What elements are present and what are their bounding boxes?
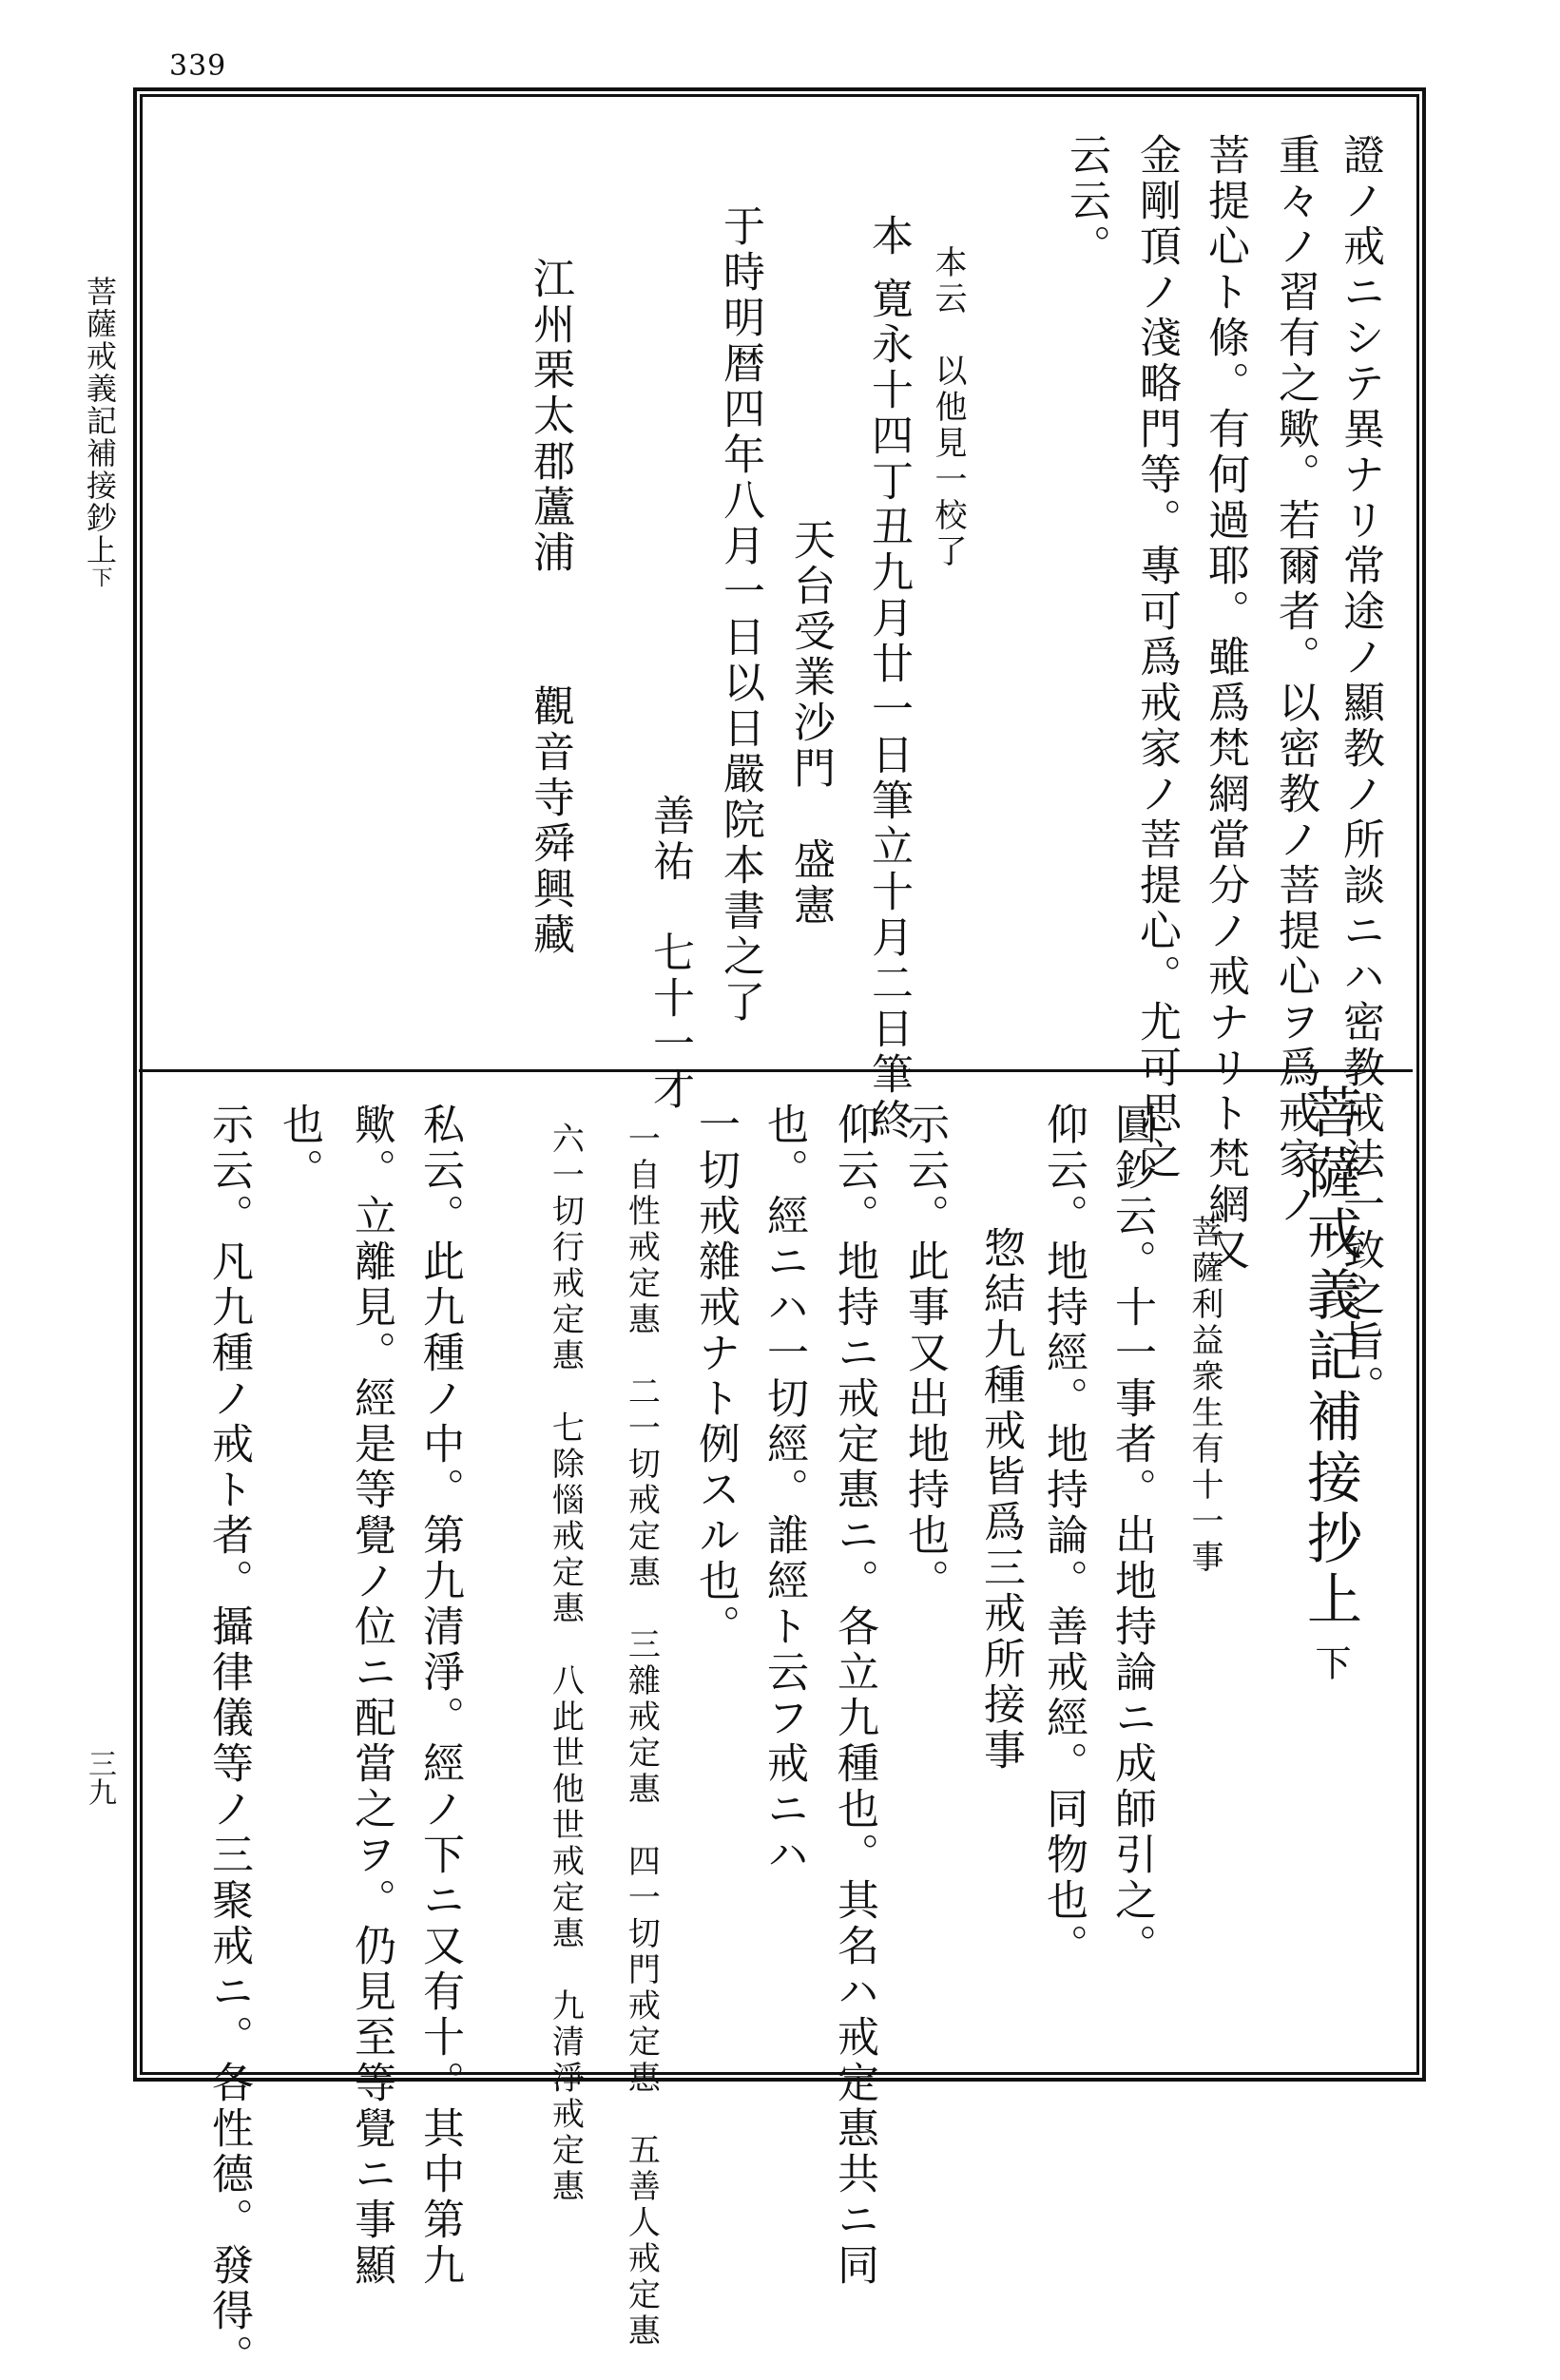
text-column: 也。經ニハ一切經。誰經ト云フ戒ニハ: [760, 1103, 808, 1878]
text-column: 私云。此九種ノ中。第九清淨。經ノ下ニ又有十。其中第九: [415, 1103, 464, 2289]
text-column: 仰云。地持ニ戒定惠ニ。各立九種也。其名ハ戒定惠共ニ同: [830, 1103, 878, 2289]
text-column: 一切戒雜戒ナト例スル也。: [691, 1103, 740, 1650]
text-column: 也。: [275, 1103, 323, 1194]
colophon-line: 本 寛永十四丁丑九月廿一日筆立十月二日筆終: [864, 214, 913, 1143]
text-column: 示云。凡九種ノ戒ト者。攝律儀等ノ三聚戒ニ。各性德。發得。: [204, 1103, 253, 2380]
text-column: 圓鈔云。十一事者。出地持論ニ成師引之。: [1107, 1103, 1156, 1969]
colophon-line: 本云 以他見一校了: [929, 245, 967, 570]
page-number: 339: [169, 49, 227, 83]
text-column: 仰云。地持經。地持論。善戒經。同物也。: [1039, 1103, 1088, 1969]
text-column: 證ノ戒ニシテ異ナリ常途ノ顯教ノ所談ニハ密教戒法一致之旨。: [1336, 133, 1384, 1411]
colophon-line: 于時明暦四年八月一日以日嚴院本書之了: [716, 204, 764, 1026]
list-column: 一自性戒定惠 二一切戒定惠 三雜戒定惠 四一切門戒定惠 五善人戒定惠: [622, 1122, 661, 2350]
section-title: [1298, 1084, 1362, 1686]
text-column: 云云。: [1062, 133, 1110, 270]
colophon-line: 觀音寺舜興藏: [526, 684, 574, 958]
text-column: 重々ノ習有之歟。若爾者。以密教ノ菩提心ヲ爲戒家ノ: [1271, 133, 1319, 1228]
colophon-line: 天台受業沙門 盛憲: [786, 518, 835, 929]
text-column: 菩提心ト條。有何過耶。雖爲梵網當分ノ戒ナリト梵網又: [1201, 133, 1249, 1274]
text-column: 金剛頂ノ淺略門等。專可爲戒家ノ菩提心。尤可思之: [1132, 133, 1181, 1182]
heading-line: 惣結九種戒皆爲三戒所接事: [976, 1226, 1025, 1774]
colophon-line: 善祐 七十一才: [645, 794, 694, 1113]
side-page-number: 三九: [83, 1749, 116, 1806]
text-column: 示云。此事又出地持也。: [900, 1103, 949, 1604]
running-title-main: 菩薩戒義記補接鈔上: [82, 276, 118, 566]
running-title: [78, 276, 122, 589]
section-title-sub: 下: [1309, 1644, 1351, 1686]
running-title-small: 下: [88, 566, 112, 589]
list-column: 六一切行戒定惠 七除惱戒定惠 八此世他世戒定惠 九清淨戒定惠: [546, 1122, 585, 2205]
colophon-line: 江州栗太郡蘆浦: [526, 257, 574, 576]
heading-line: 菩薩利益衆生有十一事: [1185, 1215, 1223, 1576]
section-title-main: 菩薩戒義記補接抄上: [1298, 1084, 1362, 1631]
text-column: 歟。立離見。經是等覺ノ位ニ配當之ヲ。仍見至等覺ニ事顯: [347, 1103, 395, 2289]
